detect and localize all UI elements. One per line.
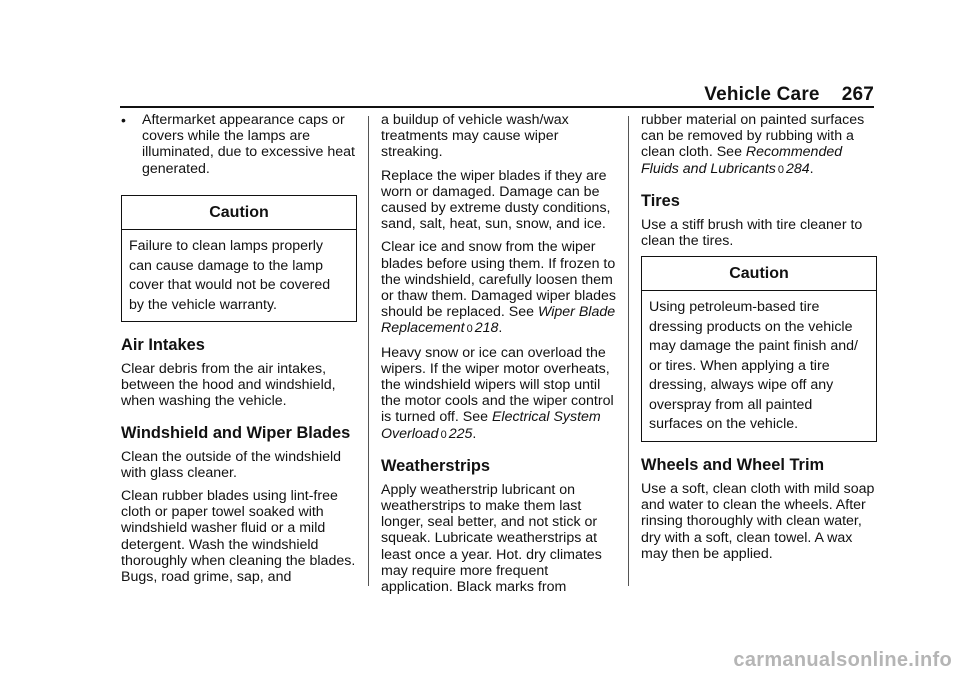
cross-reference-link[interactable]: Electrical System Overload	[381, 409, 601, 442]
paragraph: Clear ice and snow from the wiper blades before using them. If frozen to the windshield, carefully loosen them or thaw them. Damaged wiper blades should be replaced. See Wiper Blade Replacement 0 218.	[381, 239, 617, 337]
header-rule	[120, 106, 874, 108]
page-ref-number[interactable]: 225	[448, 425, 473, 442]
bullet-text: Aftermarket appearance caps or covers while the lamps are illuminated, due to excessive heat generated.	[142, 112, 355, 177]
section-title: Vehicle Care	[704, 84, 820, 105]
column-1	[121, 112, 357, 592]
paragraph-text: rubber material on painted surfaces can be removed by rubbing with a clean cloth. See	[641, 112, 865, 161]
page-ref-number[interactable]: 218	[474, 320, 499, 337]
section-heading-wheels: Wheels and Wheel Trim	[641, 455, 825, 474]
column-3	[641, 112, 877, 569]
cross-reference-link[interactable]: Wiper Blade Replacement	[381, 304, 616, 337]
column-2	[381, 112, 617, 602]
caution-body: Failure to clean lamps properly can cause damage to the lamp cover that would not be covered by the vehicle warranty.	[129, 238, 331, 313]
caution-body: Using petroleum-based tire dressing products on the vehicle may damage the paint finish and/ or tires. When applying a tire dressing, always wipe off any overspray from all painted surfaces on the vehicle.	[649, 299, 859, 433]
bullet-icon: •	[121, 112, 126, 128]
paragraph-text: Clear ice and snow from the wiper blades before using them. If frozen to the windshield, carefully loosen them or thaw them. Damaged wiper blades should be replaced. See	[381, 239, 617, 321]
caution-title: Caution	[122, 196, 356, 230]
page-ref-arrow-icon: 0	[777, 163, 784, 176]
page-ref-arrow-icon: 0	[440, 428, 447, 441]
paragraph: Clean rubber blades using lint-free cloth or paper towel soaked with windshield washer fluid or a mild detergent. Wash the windshield thoroughly when cleaning the blades. Bugs, road grime, sap, and	[121, 488, 356, 586]
paragraph: Replace the wiper blades if they are worn or damaged. Damage can be caused by extreme dusty conditions, sand, salt, heat, sun, snow, and ice.	[381, 167, 611, 233]
paragraph: Apply weatherstrip lubricant on weatherstrips to make them last longer, seal better, and not stick or squeak. Lubricate weatherstrips at least once a year. Hot. dry climates may require more frequent application. Black marks from	[381, 481, 602, 596]
paragraph: Use a soft, clean cloth with mild soap and water to clean the wheels. After rinsing thoroughly with clean water, dry with a soft, clean towel. A wax may then be applied.	[641, 480, 875, 562]
column-divider	[628, 116, 629, 586]
bullet-item	[121, 112, 357, 177]
paragraph: rubber material on painted surfaces can be removed by rubbing with a clean cloth. See Recommended Fluids and Lubricants 0 284.	[641, 112, 865, 177]
section-heading-tires: Tires	[641, 191, 680, 210]
paragraph: Use a stiff brush with tire cleaner to clean the tires.	[641, 216, 863, 250]
section-heading-wipers: Windshield and Wiper Blades	[121, 423, 351, 442]
paragraph: a buildup of vehicle wash/wax treatments may cause wiper streaking.	[381, 112, 569, 161]
caution-box	[641, 256, 877, 442]
watermark: carmanualsonline.info	[733, 649, 952, 671]
section-heading-weatherstrips: Weatherstrips	[381, 456, 491, 475]
paragraph: Clear debris from the air intakes, between the hood and windshield, when washing the vehicle.	[121, 361, 336, 410]
section-heading-air-intakes: Air Intakes	[121, 336, 205, 355]
caution-box	[121, 195, 357, 322]
page-ref-number[interactable]: 284	[785, 160, 810, 177]
cross-reference-link[interactable]: Recommended Fluids and Lubricants	[641, 144, 843, 177]
page-ref-arrow-icon: 0	[466, 323, 473, 336]
caution-title: Caution	[642, 257, 876, 291]
paragraph: Clean the outside of the windshield with glass cleaner.	[121, 448, 342, 481]
column-divider	[368, 116, 369, 586]
page-header	[704, 84, 874, 106]
paragraph-text: Heavy snow or ice can overload the wipers. If the wiper motor overheats, the windshield wipers will stop until the motor cools and the wiper control is turned off. See	[381, 344, 614, 426]
page-number: 267	[841, 84, 874, 105]
paragraph: Heavy snow or ice can overload the wipers. If the wiper motor overheats, the windshield wipers will stop until the motor cools and the wiper control is turned off. See Electrical System Overload 0 225.	[381, 344, 614, 442]
